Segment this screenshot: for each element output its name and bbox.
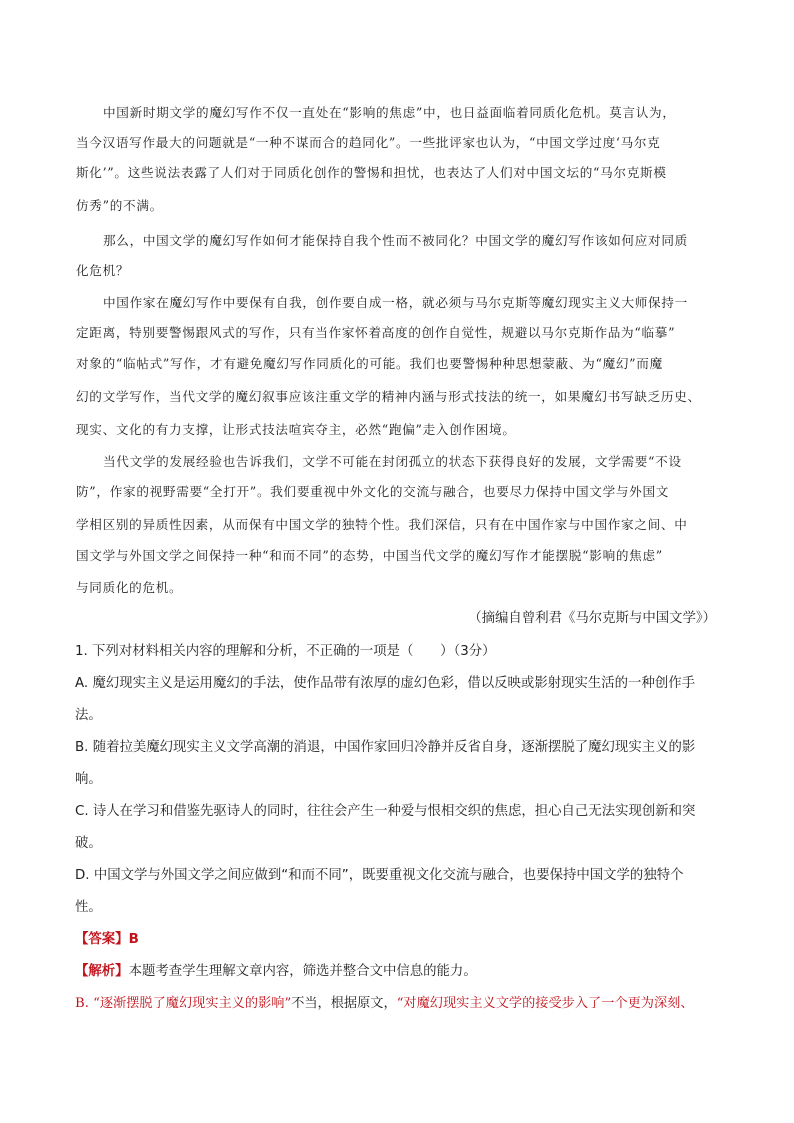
- analysis-option-b: [75, 994, 694, 1014]
- option-c: C. 诗人在学习和借鉴先驱诗人的同时，往往会产生一种爱与恨相交织的焦虑，担心自己无法实现创新和突: [75, 804, 696, 819]
- passage-line: 当代文学的发展经验也告诉我们，文学不可能在封闭孤立的状态下获得良好的发展，文学需要“不设: [103, 454, 682, 469]
- option-b-cont: 响。: [75, 772, 102, 787]
- passage-line: 学相区别的异质性因素，从而保有中国文学的独特个性。我们深信，只有在中国作家与中国作家之间、中: [76, 517, 688, 532]
- answer-line: [75, 930, 139, 950]
- passage-line: 防”，作家的视野需要“全打开”。我们要重视中外文化的交流与融合，也要尽力保持中国文学与外国文: [76, 484, 670, 499]
- passage-line: 化危机？: [76, 263, 130, 278]
- analysis-b-mid: 不当，根据原文，: [291, 996, 397, 1011]
- answer-tag: 【答案】: [75, 932, 129, 947]
- analysis-tag: 【解析】: [75, 964, 129, 979]
- analysis-line: [75, 962, 477, 982]
- passage-line: 斯化’”。这些说法表露了人们对于同质化创作的警惕和担忧，也表达了人们对中国文坛的“马尔克斯模: [76, 165, 667, 180]
- passage-line: 当今汉语写作最大的问题就是“一种不谋而合的趋同化”。一些批评家也认为，“中国文学过度‘马尔克: [76, 135, 661, 150]
- passage-line: 与同质化的危机。: [76, 580, 183, 595]
- passage-line: 幻的文学写作，当代文学的魔幻叙事应该注重文学的精神内涵与形式技法的统一，如果魔幻书写缺乏历史、: [76, 389, 701, 404]
- option-d-cont: 性。: [75, 900, 102, 915]
- passage-line: 对象的“临帖式”写作，才有避免魔幻写作同质化的可能。我们也要警惕种种思想蒙蔽、为“魔幻”而魔: [76, 356, 663, 371]
- option-a-cont: 法。: [75, 708, 102, 723]
- passage-line: 中国作家在魔幻写作中要保有自我，创作要自成一格，就必须与马尔克斯等魔幻现实主义大师保持一: [103, 295, 688, 310]
- passage-line: 那么，中国文学的魔幻写作如何才能保持自我个性而不被同化？中国文学的魔幻写作该如何应对同质: [103, 233, 688, 248]
- passage-line: 中国新时期文学的魔幻写作不仅一直处在“影响的焦虑”中，也日益面临着同质化危机。莫言认为，: [103, 105, 676, 120]
- passage-line: 现实、文化的有力支撑，让形式技法喧宾夺主，必然“跑偏”走入创作困境。: [76, 422, 516, 437]
- option-a: A. 魔幻现实主义是运用魔幻的手法，使作品带有浓厚的虚幻色彩，借以反映或影射现实生活的一种创作手: [75, 676, 696, 691]
- option-d: D. 中国文学与外国文学之间应做到“和而不同”，既要重视文化交流与融合，也要保持中国文学的独特个: [75, 868, 684, 883]
- analysis-b-prefix: B.: [75, 996, 94, 1011]
- passage-line: 国文学与外国文学之间保持一种“和而不同”的态势，中国当代文学的魔幻写作才能摆脱“影响的焦虑”: [76, 548, 663, 563]
- question-stem: 1. 下列对材料相关内容的理解和分析，不正确的一项是（ ）（3分）: [75, 644, 496, 659]
- analysis-text: 本题考查学生理解文章内容，筛选并整合文中信息的能力。: [128, 964, 477, 979]
- analysis-b-quote1: “逐渐摆脱了魔幻现实主义的影响”: [93, 996, 292, 1011]
- option-c-cont: 破。: [75, 836, 102, 851]
- analysis-b-quote2: “对魔幻现实主义文学的接受步入了一个更为深刻、: [396, 996, 694, 1011]
- passage-line: 仿秀”的不满。: [76, 198, 163, 213]
- option-b: B. 随着拉美魔幻现实主义文学高潮的消退，中国作家回归冷静并反省自身，逐渐摆脱了魔幻现实主义的影: [75, 740, 696, 755]
- passage-source: （摘编自曾利君《马尔克斯与中国文学》）: [468, 611, 716, 626]
- answer-value: B: [128, 932, 139, 947]
- passage-line: 定距离，特别要警惕跟风式的写作，只有当作家怀着高度的创作自觉性，规避以马尔克斯作品为“临摹”: [76, 325, 676, 340]
